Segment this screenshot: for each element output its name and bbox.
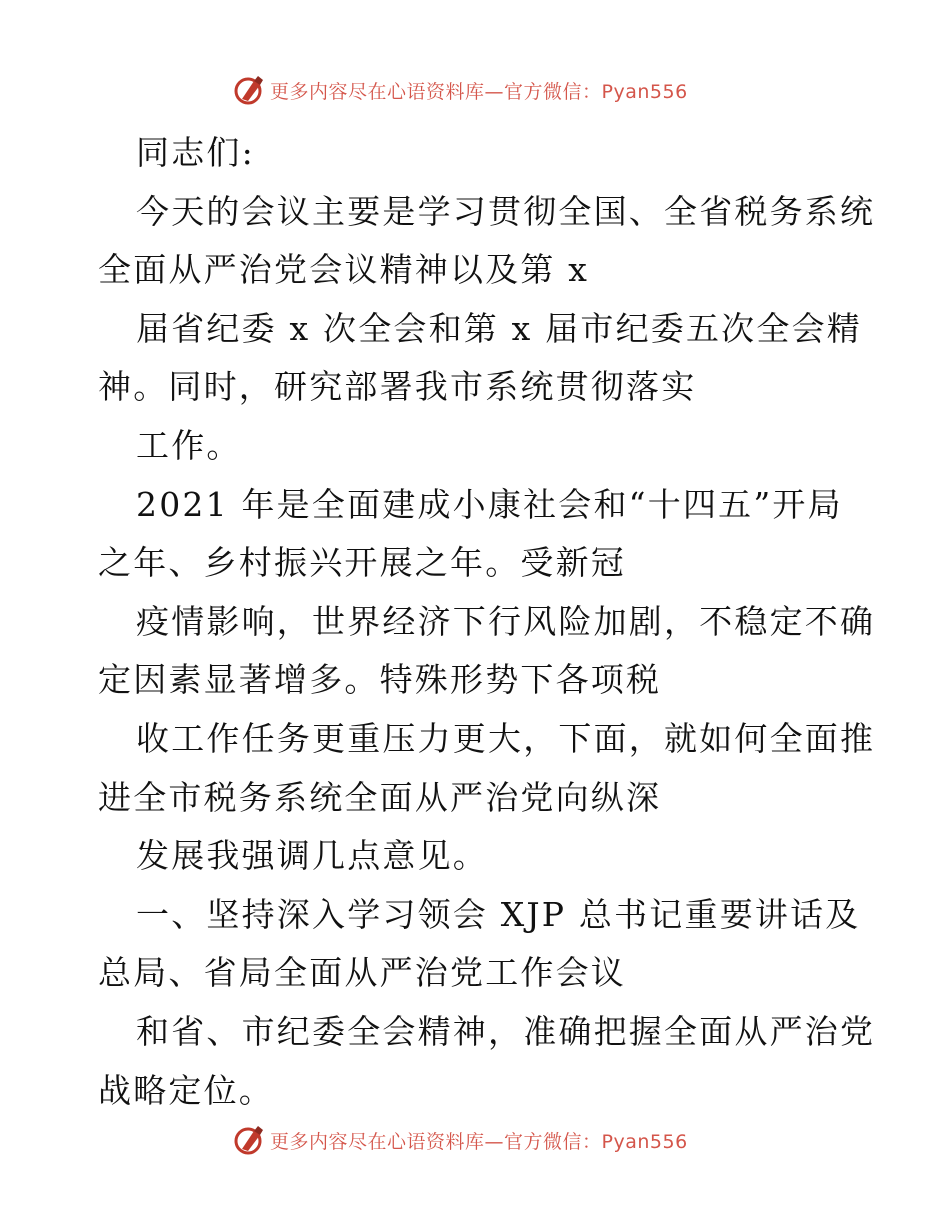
text-line: 总局、省局全面从严治党工作会议 — [98, 953, 626, 993]
header-watermark — [232, 72, 688, 108]
text-line: 今天的会议主要是学习贯彻全国、全省税务系统 — [136, 191, 876, 231]
text-line: 一、坚持深入学习领会 XJP 总书记重要讲话及 — [136, 894, 861, 934]
pen-nib-icon — [232, 1123, 266, 1157]
text-line: 发展我强调几点意见。 — [136, 836, 488, 876]
text-line: 神。同时，研究部署我市系统贯彻落实 — [98, 367, 697, 407]
text-line: 进全市税务系统全面从严治党向纵深 — [98, 777, 662, 817]
watermark-text: 更多内容尽在心语资料库—官方微信：Pyan556 — [270, 1130, 688, 1153]
text-line: 同志们: — [136, 133, 255, 172]
text-line: 定因素显著增多。特殊形势下各项税 — [98, 660, 662, 700]
text-line: 届省纪委 x 次全会和第 x 届市纪委五次全会精 — [136, 308, 862, 348]
text-line: 疫情影响，世界经济下行风险加剧，不稳定不确 — [136, 601, 876, 641]
text-line: 和省、市纪委全会精神，准确把握全面从严治党 — [136, 1011, 876, 1051]
text-line: 战略定位。 — [98, 1070, 274, 1110]
text-line: 之年、乡村振兴开展之年。受新冠 — [98, 543, 626, 583]
text-line: 2021 年是全面建成小康社会和“十四五”开局 — [136, 484, 843, 524]
text-line: 全面从严治党会议精神以及第 x — [98, 250, 590, 290]
text-line: 收工作任务更重压力更大，下面，就如何全面推 — [136, 718, 876, 758]
document-body — [98, 124, 876, 1120]
footer-watermark — [232, 1122, 688, 1158]
text-line: 工作。 — [136, 425, 242, 465]
pen-nib-icon — [232, 73, 266, 107]
watermark-text: 更多内容尽在心语资料库—官方微信：Pyan556 — [270, 80, 688, 103]
